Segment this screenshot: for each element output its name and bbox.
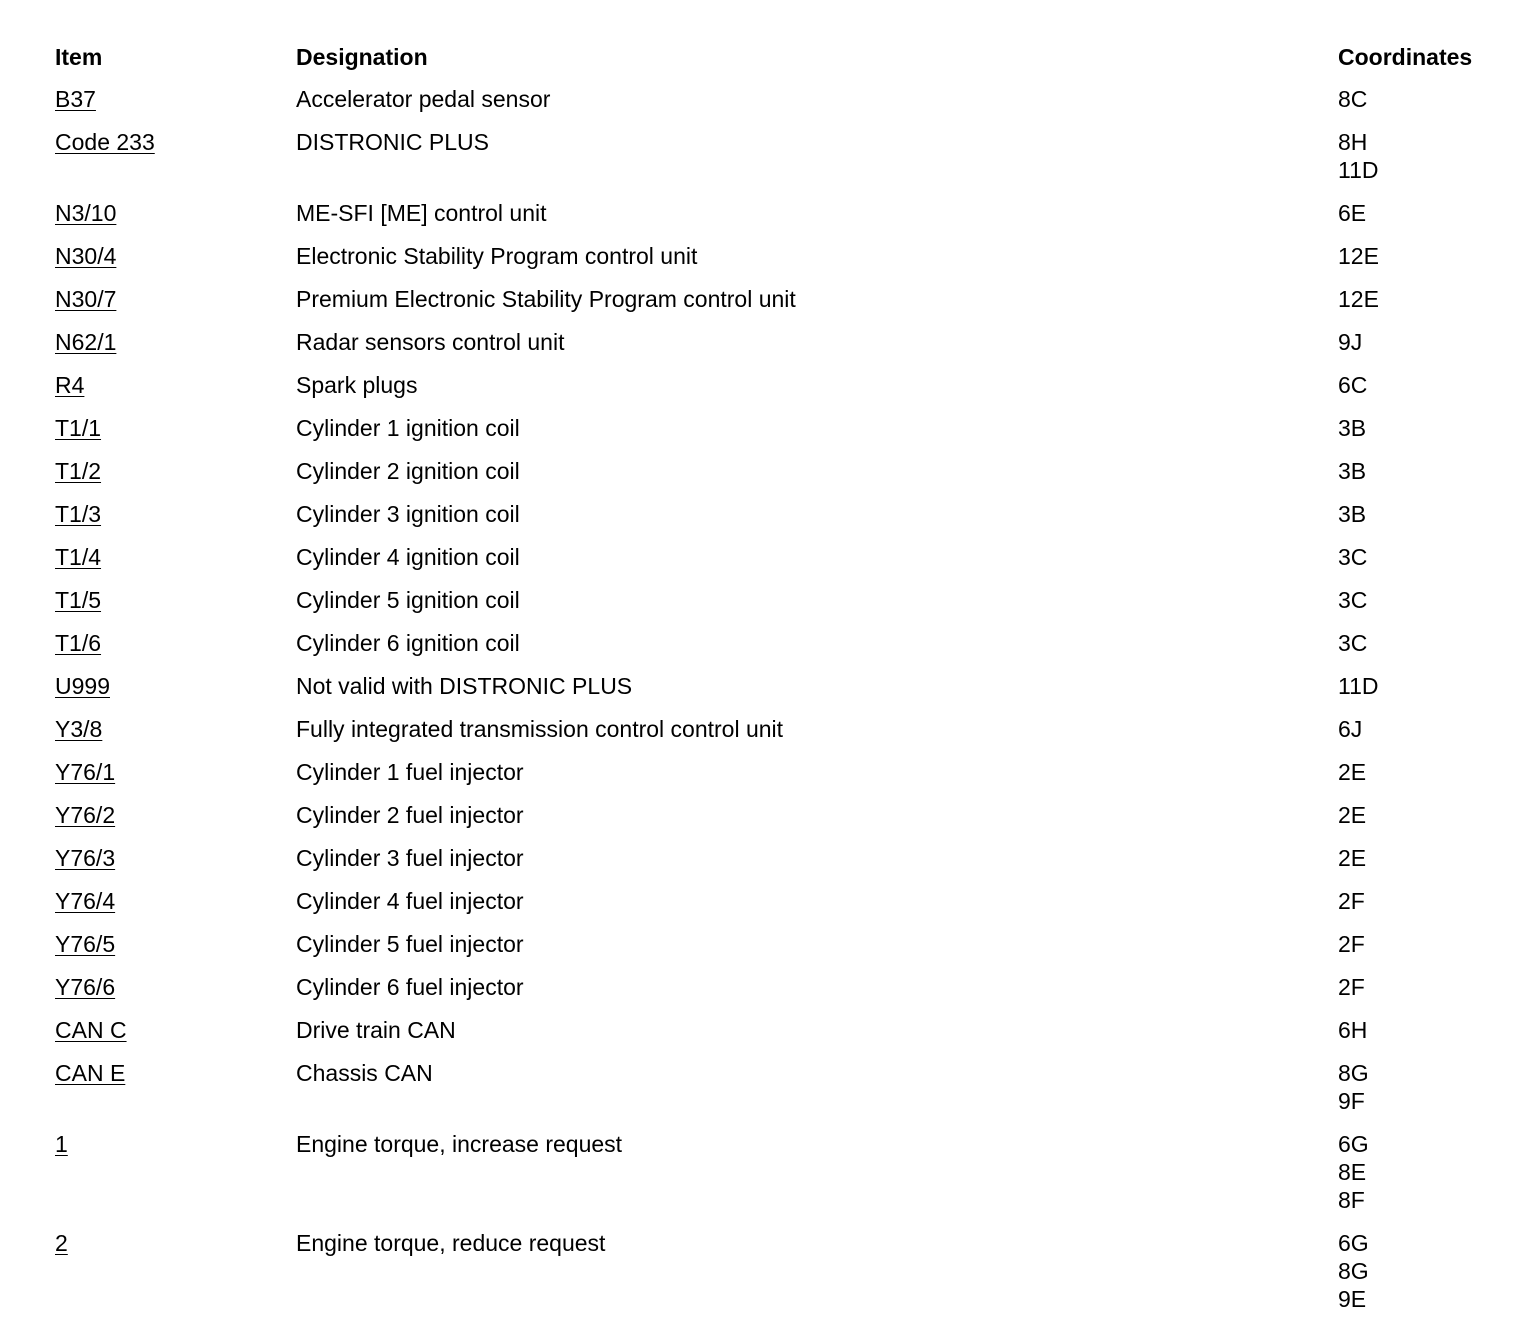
item-link[interactable]: B37 xyxy=(55,86,96,112)
table-header xyxy=(55,43,1495,85)
coordinate-value: 2F xyxy=(1338,888,1365,914)
coordinate-value: 3B xyxy=(1338,458,1367,484)
coordinates-cell xyxy=(1338,887,1495,930)
designation-text: ME-SFI [ME] control unit xyxy=(296,200,547,226)
coordinates-cell xyxy=(1338,128,1495,199)
designation-text: Cylinder 6 ignition coil xyxy=(296,630,520,656)
coordinates-cell xyxy=(1338,543,1495,586)
item-link[interactable]: N30/7 xyxy=(55,286,117,312)
coordinates-cell xyxy=(1338,844,1495,887)
table-row xyxy=(55,242,1495,285)
table-row xyxy=(55,500,1495,543)
item-link[interactable]: T1/5 xyxy=(55,587,102,613)
coordinates-cell xyxy=(1338,973,1495,1016)
designation-text: Cylinder 2 ignition coil xyxy=(296,458,520,484)
coordinates-cell xyxy=(1338,715,1495,758)
item-link[interactable]: 2 xyxy=(55,1230,68,1256)
table-row xyxy=(55,715,1495,758)
coordinate-value: 8G xyxy=(1338,1258,1369,1284)
coordinates-cell xyxy=(1338,457,1495,500)
coordinates-cell xyxy=(1338,672,1495,715)
coordinates-cell xyxy=(1338,629,1495,672)
coordinate-value: 3B xyxy=(1338,415,1367,441)
table-row xyxy=(55,758,1495,801)
table-row xyxy=(55,85,1495,128)
coordinate-value: 6J xyxy=(1338,716,1363,742)
coordinates-cell xyxy=(1338,500,1495,543)
item-link[interactable]: T1/4 xyxy=(55,544,102,570)
designation-text: Cylinder 3 fuel injector xyxy=(296,845,524,871)
coordinates-cell xyxy=(1338,242,1495,285)
header-item: Item xyxy=(55,44,103,70)
designation-text: Cylinder 4 fuel injector xyxy=(296,888,524,914)
designation-text: Chassis CAN xyxy=(296,1060,433,1086)
designation-text: DISTRONIC PLUS xyxy=(296,129,489,155)
coordinates-cell xyxy=(1338,85,1495,128)
item-link[interactable]: Y76/6 xyxy=(55,974,116,1000)
table-row xyxy=(55,1059,1495,1130)
designation-text: Cylinder 1 ignition coil xyxy=(296,415,520,441)
coordinate-value: 11D xyxy=(1338,673,1379,699)
item-link[interactable]: N30/4 xyxy=(55,243,117,269)
coordinate-value: 6G xyxy=(1338,1131,1369,1157)
item-link[interactable]: Y76/5 xyxy=(55,931,116,957)
coordinate-value: 3C xyxy=(1338,587,1368,613)
designation-text: Cylinder 6 fuel injector xyxy=(296,974,524,1000)
designation-text: Cylinder 5 fuel injector xyxy=(296,931,524,957)
item-link[interactable]: Y76/4 xyxy=(55,888,116,914)
table-row xyxy=(55,973,1495,1016)
item-link[interactable]: Y3/8 xyxy=(55,716,103,742)
designation-text: Cylinder 1 fuel injector xyxy=(296,759,524,785)
table-row xyxy=(55,414,1495,457)
coordinate-value: 12E xyxy=(1338,243,1379,269)
table-row xyxy=(55,930,1495,973)
coordinate-value: 3C xyxy=(1338,544,1368,570)
table-body xyxy=(55,85,1495,1328)
designation-text: Engine torque, increase request xyxy=(296,1131,623,1157)
item-link[interactable]: T1/2 xyxy=(55,458,102,484)
item-link[interactable]: U999 xyxy=(55,673,110,699)
coordinate-value: 6H xyxy=(1338,1017,1368,1043)
table-row xyxy=(55,285,1495,328)
coordinate-value: 8H xyxy=(1338,129,1368,155)
coordinates-cell xyxy=(1338,1130,1495,1229)
coordinates-cell xyxy=(1338,285,1495,328)
table-row xyxy=(55,199,1495,242)
coordinates-cell xyxy=(1338,1059,1495,1130)
coordinates-cell xyxy=(1338,414,1495,457)
item-link[interactable]: Y76/2 xyxy=(55,802,116,828)
designation-text: Premium Electronic Stability Program control unit xyxy=(296,286,796,312)
designation-text: Spark plugs xyxy=(296,372,418,398)
designation-text: Cylinder 4 ignition coil xyxy=(296,544,520,570)
header-designation: Designation xyxy=(296,44,428,70)
coordinates-cell xyxy=(1338,930,1495,973)
table-row xyxy=(55,801,1495,844)
header-coordinates: Coordinates xyxy=(1338,44,1473,70)
designation-text: Radar sensors control unit xyxy=(296,329,565,355)
coordinate-value: 2F xyxy=(1338,931,1365,957)
table-row xyxy=(55,844,1495,887)
item-link[interactable]: CAN C xyxy=(55,1017,127,1043)
coordinates-cell xyxy=(1338,758,1495,801)
table-row xyxy=(55,457,1495,500)
coordinate-value: 8F xyxy=(1338,1187,1365,1213)
coordinate-value: 8C xyxy=(1338,86,1368,112)
table-row xyxy=(55,1229,1495,1328)
coordinates-cell xyxy=(1338,801,1495,844)
coordinate-value: 3C xyxy=(1338,630,1368,656)
designation-text: Electronic Stability Program control unit xyxy=(296,243,698,269)
table-row xyxy=(55,371,1495,414)
coordinates-cell xyxy=(1338,1016,1495,1059)
coordinate-value: 9F xyxy=(1338,1088,1365,1114)
coordinate-value: 8E xyxy=(1338,1159,1367,1185)
coordinate-value: 2E xyxy=(1338,802,1367,828)
coordinate-value: 6C xyxy=(1338,372,1368,398)
coordinate-value: 9E xyxy=(1338,1286,1367,1312)
item-link[interactable]: CAN E xyxy=(55,1060,126,1086)
coordinates-cell xyxy=(1338,371,1495,414)
coordinate-value: 2F xyxy=(1338,974,1365,1000)
legend-table xyxy=(55,43,1495,1328)
designation-text: Engine torque, reduce request xyxy=(296,1230,606,1256)
designation-text: Cylinder 5 ignition coil xyxy=(296,587,520,613)
designation-text: Accelerator pedal sensor xyxy=(296,86,551,112)
item-link[interactable]: T1/3 xyxy=(55,501,102,527)
designation-text: Drive train CAN xyxy=(296,1017,456,1043)
coordinate-value: 12E xyxy=(1338,286,1379,312)
item-link[interactable]: T1/1 xyxy=(55,415,102,441)
designation-text: Cylinder 2 fuel injector xyxy=(296,802,524,828)
item-link[interactable]: N3/10 xyxy=(55,200,117,226)
coordinates-cell xyxy=(1338,1229,1495,1328)
coordinate-value: 9J xyxy=(1338,329,1363,355)
table-row xyxy=(55,1016,1495,1059)
coordinates-cell xyxy=(1338,328,1495,371)
table-row xyxy=(55,672,1495,715)
table-row xyxy=(55,629,1495,672)
coordinate-value: 8G xyxy=(1338,1060,1369,1086)
coordinates-cell xyxy=(1338,586,1495,629)
table-row xyxy=(55,887,1495,930)
table-row xyxy=(55,586,1495,629)
coordinates-cell xyxy=(1338,199,1495,242)
coordinate-value: 3B xyxy=(1338,501,1367,527)
item-link[interactable]: Code 233 xyxy=(55,129,155,155)
table-row xyxy=(55,1130,1495,1229)
item-link[interactable]: T1/6 xyxy=(55,630,102,656)
coordinate-value: 11D xyxy=(1338,157,1379,183)
item-link[interactable]: 1 xyxy=(55,1131,68,1157)
designation-text: Cylinder 3 ignition coil xyxy=(296,501,520,527)
coordinate-value: 2E xyxy=(1338,759,1367,785)
designation-text: Not valid with DISTRONIC PLUS xyxy=(296,673,633,699)
item-link[interactable]: Y76/3 xyxy=(55,845,116,871)
coordinate-value: 6G xyxy=(1338,1230,1369,1256)
item-link[interactable]: N62/1 xyxy=(55,329,117,355)
coordinate-value: 6E xyxy=(1338,200,1367,226)
table-row xyxy=(55,543,1495,586)
item-link[interactable]: Y76/1 xyxy=(55,759,116,785)
designation-text: Fully integrated transmission control control unit xyxy=(296,716,784,742)
coordinate-value: 2E xyxy=(1338,845,1367,871)
table-row xyxy=(55,128,1495,199)
table-row xyxy=(55,328,1495,371)
item-link[interactable]: R4 xyxy=(55,372,85,398)
